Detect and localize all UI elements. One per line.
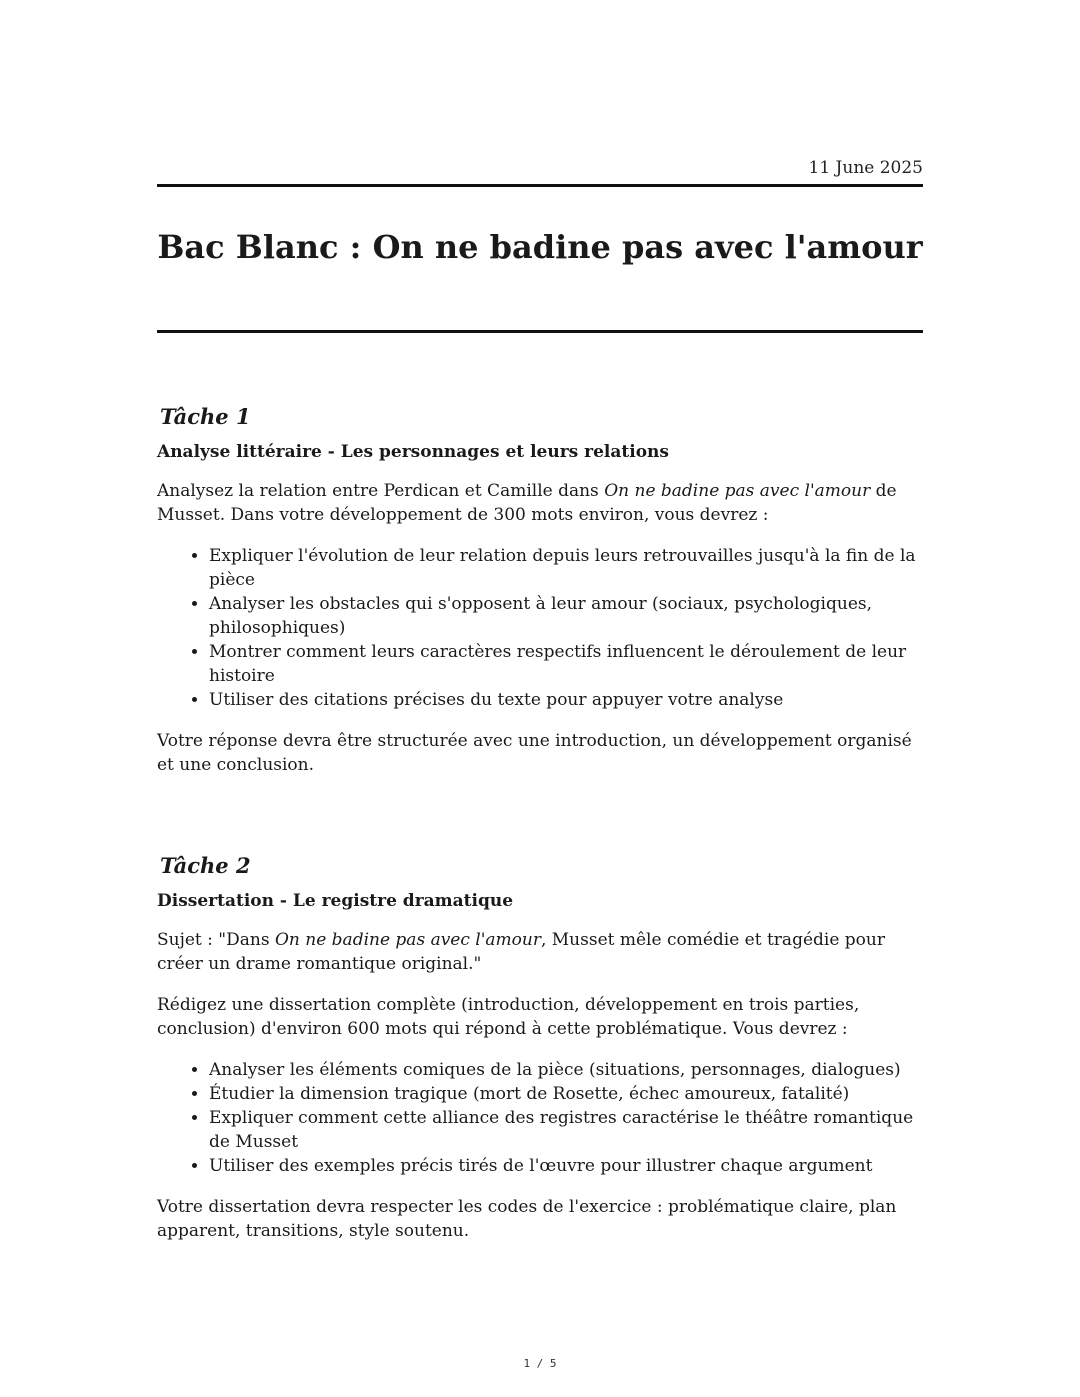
task-2-instructions: Rédigez une dissertation complète (introduction, développement en trois parties, conclusion) d'environ 600 mots qui répond à cette problématique. Vous devrez : [157, 995, 860, 1039]
task-1-section [157, 404, 923, 777]
task-2-subject-after: , Musset mêle comédie et tragédie pour créer un drame romantique original." [157, 930, 885, 974]
header-bottom-rule [157, 330, 923, 333]
task-2-subject-work-title: On ne badine pas avec l'amour [274, 930, 541, 950]
task-1-closing: Votre réponse devra être structurée avec une introduction, un développement organisé et une conclusion. [157, 731, 912, 775]
list-item: • Analyser les obstacles qui s'opposent à leur amour (sociaux, psychologiques, philosophiques) [209, 592, 923, 640]
task-2-subtitle: Dissertation - Le registre dramatique [157, 891, 514, 911]
task-2-subject-before: Sujet : "Dans [157, 930, 275, 950]
list-item: • Utiliser des exemples précis tirés de l'œuvre pour illustrer chaque argument [209, 1154, 923, 1178]
task-1-intro-after: de Musset. Dans votre développement de 300 mots environ, vous devrez : [157, 481, 897, 525]
list-item: • Utiliser des citations précises du texte pour appuyer votre analyse [209, 688, 923, 712]
task-1-subtitle: Analyse littéraire - Les personnages et leurs relations [157, 442, 669, 462]
header-top-rule [157, 184, 923, 187]
list-item: • Montrer comment leurs caractères respectifs influencent le déroulement de leur histoire [209, 640, 923, 688]
task-1-bullet-list [157, 544, 923, 712]
task-2-subject [157, 928, 923, 976]
task-1-heading: Tâche 1 [160, 404, 251, 429]
task-1-intro-before: Analysez la relation entre Perdican et Camille dans [157, 481, 605, 501]
task-2-section [157, 853, 923, 1243]
list-item: • Étudier la dimension tragique (mort de Rosette, échec amoureux, fatalité) [209, 1082, 923, 1106]
task-2-bullet-list [157, 1058, 923, 1178]
list-item: • Analyser les éléments comiques de la pièce (situations, personnages, dialogues) [209, 1058, 923, 1082]
document-title: Bac Blanc : On ne badine pas avec l'amour [157, 228, 923, 266]
page-number: 1 / 5 [523, 1357, 557, 1370]
list-item: • Expliquer l'évolution de leur relation depuis leurs retrouvailles jusqu'à la fin de la pièce [209, 544, 923, 592]
task-2-closing: Votre dissertation devra respecter les codes de l'exercice : problématique claire, plan apparent, transitions, style soutenu. [157, 1197, 897, 1241]
task-2-heading: Tâche 2 [160, 853, 251, 878]
document-date: 11 June 2025 [808, 158, 923, 178]
task-1-intro-work-title: On ne badine pas avec l'amour [604, 481, 871, 501]
task-1-intro [157, 479, 923, 527]
list-item: • Expliquer comment cette alliance des registres caractérise le théâtre romantique de Musset [209, 1106, 923, 1154]
